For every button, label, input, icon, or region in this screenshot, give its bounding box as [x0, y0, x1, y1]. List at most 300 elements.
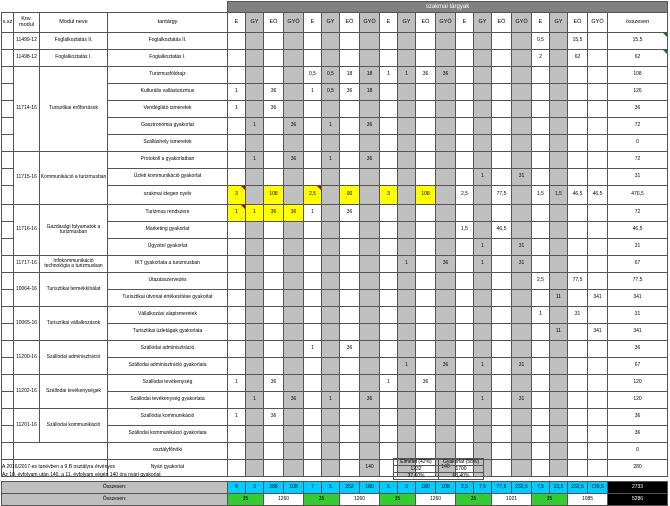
hour-cell — [398, 169, 416, 186]
hour-cell: 18 — [340, 67, 360, 84]
row-total: 0 — [608, 135, 668, 152]
sum-cell: 180 — [360, 482, 380, 494]
sum-cell: 3 — [398, 482, 416, 494]
hour-cell — [532, 84, 550, 101]
hour-cell — [416, 135, 436, 152]
row-sz — [2, 375, 14, 392]
sum-label: Összesen: — [2, 494, 228, 506]
hour-cell — [512, 84, 532, 101]
hour-cell — [284, 358, 304, 375]
hour-cell: 36 — [436, 67, 456, 84]
subject-name: Szállodai kommunikáció — [108, 409, 228, 426]
hour-cell — [264, 67, 284, 84]
hour-cell — [568, 392, 588, 409]
hour-cell — [360, 324, 380, 341]
hour-cell — [228, 443, 246, 460]
header-col: EÖ — [264, 13, 284, 33]
hour-cell — [436, 118, 456, 135]
hour-cell — [304, 101, 322, 118]
subject-name: IKT gyakorlata a turizmusban — [108, 256, 228, 273]
hour-cell: 1 — [228, 375, 246, 392]
hour-cell — [456, 341, 474, 358]
row-sz — [2, 443, 14, 460]
hour-cell — [322, 324, 340, 341]
row-sz — [2, 152, 14, 169]
hour-cell — [284, 307, 304, 324]
hour-cell — [264, 290, 284, 307]
hour-cell — [550, 152, 568, 169]
notes — [2, 463, 161, 479]
row-sz — [2, 135, 14, 152]
header-col: EÖ — [568, 13, 588, 33]
row-total: 36 — [608, 341, 668, 358]
hour-cell — [340, 324, 360, 341]
hour-cell — [436, 324, 456, 341]
subject-name: Szállodai tevékenység gyakorlata — [108, 392, 228, 409]
hour-cell: 1 — [474, 358, 492, 375]
hour-cell — [436, 50, 456, 67]
hour-cell — [284, 460, 304, 477]
module-empty — [14, 443, 108, 460]
hour-cell — [360, 290, 380, 307]
hour-cell — [398, 152, 416, 169]
hour-cell: 0,5 — [304, 67, 322, 84]
hour-cell — [380, 152, 398, 169]
hour-cell — [340, 409, 360, 426]
hour-cell — [246, 426, 264, 443]
hour-cell — [416, 84, 436, 101]
hour-cell — [264, 33, 284, 50]
hour-cell — [436, 135, 456, 152]
practice-percent: 63,40% — [439, 473, 484, 480]
hour-cell — [228, 341, 246, 358]
hour-cell — [304, 324, 322, 341]
hour-cell — [360, 273, 380, 290]
row-total: 0 — [608, 443, 668, 460]
subject-name: Vállalkozási alapismeretek — [108, 307, 228, 324]
hour-cell — [264, 239, 284, 256]
theory-percent: 37,60% — [394, 473, 439, 480]
hour-cell — [474, 409, 492, 426]
hour-cell — [380, 256, 398, 273]
hour-cell — [304, 375, 322, 392]
hour-cell — [360, 426, 380, 443]
hour-cell — [416, 307, 436, 324]
subject-name: Nyári gyakorlat — [108, 460, 228, 477]
hour-cell — [492, 84, 512, 101]
header-col: GYÖ — [588, 13, 608, 33]
hour-cell — [568, 169, 588, 186]
hour-cell — [360, 341, 380, 358]
hour-cell — [456, 84, 474, 101]
subject-name: Foglalkoztatás I. — [108, 50, 228, 67]
hour-cell — [264, 324, 284, 341]
hour-cell — [568, 256, 588, 273]
hour-cell — [398, 409, 416, 426]
hour-cell — [340, 392, 360, 409]
hour-cell — [588, 118, 608, 135]
hour-cell — [304, 239, 322, 256]
hour-cell — [492, 135, 512, 152]
hour-cell — [322, 460, 340, 477]
hour-cell — [532, 324, 550, 341]
hour-cell — [512, 152, 532, 169]
hour-cell — [456, 443, 474, 460]
hour-cell — [474, 67, 492, 84]
row-total: 280 — [608, 460, 668, 477]
hour-cell: 11 — [550, 290, 568, 307]
hour-cell: 1 — [398, 256, 416, 273]
hour-cell — [436, 84, 456, 101]
hour-cell — [492, 443, 512, 460]
sum-cell: 2,5 — [456, 482, 474, 494]
hour-cell: 36 — [340, 341, 360, 358]
hour-cell — [416, 118, 436, 135]
hour-cell — [550, 426, 568, 443]
hour-cell — [492, 169, 512, 186]
hour-cell — [416, 426, 436, 443]
hour-cell: 0,5 — [322, 84, 340, 101]
hour-cell — [340, 460, 360, 477]
hour-cell — [380, 358, 398, 375]
hour-cell — [588, 409, 608, 426]
hour-cell — [532, 256, 550, 273]
row-total: 126 — [608, 84, 668, 101]
hour-cell — [284, 33, 304, 50]
sum-cell: 1260 — [264, 494, 304, 506]
header-col: E — [456, 13, 474, 33]
row-total: 31 — [608, 239, 668, 256]
hour-cell — [550, 460, 568, 477]
sum-cell: 1021 — [492, 494, 532, 506]
subject-name: Szállodai tevékenység — [108, 375, 228, 392]
hour-cell — [398, 84, 416, 101]
hour-cell — [380, 239, 398, 256]
hour-cell: 36 — [416, 375, 436, 392]
hour-cell: 36 — [264, 84, 284, 101]
subject-name: Gasztronómia gyakorlat — [108, 118, 228, 135]
hour-cell — [264, 135, 284, 152]
header-col: GYÖ — [512, 13, 532, 33]
hour-cell — [532, 409, 550, 426]
hour-cell — [304, 169, 322, 186]
hour-cell — [474, 84, 492, 101]
hour-cell — [474, 324, 492, 341]
hour-cell — [512, 186, 532, 205]
module-code: 11716-16 — [14, 205, 40, 256]
hour-cell — [550, 205, 568, 222]
hour-cell — [264, 118, 284, 135]
hour-cell — [322, 375, 340, 392]
row-total: 31 — [608, 169, 668, 186]
hour-cell — [228, 426, 246, 443]
hour-cell — [304, 273, 322, 290]
hour-cell: 1 — [474, 239, 492, 256]
hour-cell — [228, 392, 246, 409]
header-total: összesen — [608, 13, 668, 33]
table-row — [2, 341, 668, 358]
hour-cell: 2,5 — [532, 273, 550, 290]
hour-cell — [436, 426, 456, 443]
hour-cell — [456, 118, 474, 135]
hour-cell — [322, 169, 340, 186]
module-name: Foglalkoztatás II. — [40, 33, 108, 50]
hour-cell — [568, 460, 588, 477]
sum-cell: 8 — [228, 482, 246, 494]
hour-cell — [436, 409, 456, 426]
hour-cell — [550, 33, 568, 50]
hour-cell — [322, 426, 340, 443]
hour-cell — [304, 409, 322, 426]
sum-cell: 232,5 — [512, 482, 532, 494]
hour-cell: 1 — [322, 152, 340, 169]
hour-cell — [456, 324, 474, 341]
subject-name: Ügyvitel gyakorlat — [108, 239, 228, 256]
hour-cell — [436, 169, 456, 186]
hour-cell — [532, 101, 550, 118]
hour-cell — [284, 443, 304, 460]
hour-cell — [246, 239, 264, 256]
hour-cell — [512, 101, 532, 118]
hour-cell — [416, 101, 436, 118]
hour-cell — [322, 239, 340, 256]
hour-cell — [588, 392, 608, 409]
hour-cell — [264, 273, 284, 290]
hour-cell — [228, 169, 246, 186]
row-total: 77,5 — [608, 273, 668, 290]
hour-cell — [492, 307, 512, 324]
hour-cell: 31 — [512, 169, 532, 186]
header-col: GY — [322, 13, 340, 33]
hour-cell — [380, 290, 398, 307]
module-code: 11499-12 — [14, 33, 40, 50]
hour-cell — [264, 358, 284, 375]
hour-cell — [322, 205, 340, 222]
hour-cell — [304, 135, 322, 152]
row-total: 46,5 — [608, 222, 668, 239]
sum-cell: 108 — [436, 482, 456, 494]
row-sz — [2, 358, 14, 375]
hour-cell — [512, 205, 532, 222]
row-sz — [2, 256, 14, 273]
subject-name: Utazásszervezés — [108, 273, 228, 290]
note-2: Az 10. évfolyam után 140, a 11. évfolyam végén 140 óra nyári gyakorlat — [2, 472, 161, 478]
hour-cell — [550, 222, 568, 239]
hour-cell — [304, 358, 322, 375]
hour-cell — [532, 222, 550, 239]
hour-cell — [588, 307, 608, 324]
hour-cell — [550, 341, 568, 358]
hour-cell — [416, 392, 436, 409]
hour-cell — [532, 152, 550, 169]
hour-cell — [568, 341, 588, 358]
hour-cell — [304, 152, 322, 169]
hour-cell: 1,5 — [456, 222, 474, 239]
hour-cell — [416, 152, 436, 169]
hour-cell: 1 — [246, 392, 264, 409]
hour-cell — [360, 239, 380, 256]
hour-cell: 36 — [360, 152, 380, 169]
hour-cell — [304, 118, 322, 135]
hour-cell — [512, 443, 532, 460]
hour-cell — [512, 324, 532, 341]
hour-cell — [416, 239, 436, 256]
module-code: 11717-16 — [14, 256, 40, 273]
hour-cell — [322, 358, 340, 375]
hour-cell — [322, 409, 340, 426]
hour-cell: 36 — [284, 118, 304, 135]
hour-cell: 36 — [360, 118, 380, 135]
hour-cell — [264, 169, 284, 186]
hour-cell — [264, 256, 284, 273]
hour-cell: 36 — [340, 205, 360, 222]
hour-cell: 46,5 — [588, 186, 608, 205]
sum-cell: 728,5 — [588, 482, 608, 494]
hour-cell — [474, 101, 492, 118]
subject-name: Kulturális vallásturizmus — [108, 84, 228, 101]
hour-cell — [588, 273, 608, 290]
hour-cell: 36 — [436, 256, 456, 273]
hour-cell — [340, 307, 360, 324]
hour-cell — [568, 409, 588, 426]
row-total: 341 — [608, 290, 668, 307]
hour-cell — [246, 273, 264, 290]
hour-cell — [436, 443, 456, 460]
hour-cell — [512, 118, 532, 135]
hour-cell — [304, 426, 322, 443]
sum-cell: 1085 — [568, 494, 608, 506]
hour-cell — [340, 375, 360, 392]
hour-cell — [456, 239, 474, 256]
subject-name: Turisztikai üzletágak gyakorlata — [108, 324, 228, 341]
header-col: GYÖ — [360, 13, 380, 33]
hour-cell — [550, 409, 568, 426]
hour-cell — [304, 392, 322, 409]
hour-cell — [588, 256, 608, 273]
subject-name: Szállodai adminisztráció gyakorlata — [108, 358, 228, 375]
row-sz — [2, 50, 14, 67]
hour-cell — [340, 426, 360, 443]
table-row — [2, 50, 668, 67]
hour-cell — [568, 84, 588, 101]
row-sz — [2, 392, 14, 409]
hour-cell — [398, 307, 416, 324]
hour-cell — [228, 135, 246, 152]
hour-cell — [380, 443, 398, 460]
hour-cell — [512, 307, 532, 324]
row-sz — [2, 324, 14, 341]
hour-cell — [416, 222, 436, 239]
hour-cell: 1 — [322, 392, 340, 409]
hour-cell — [416, 256, 436, 273]
subject-name: Marketing gyakorlat — [108, 222, 228, 239]
hour-cell — [456, 205, 474, 222]
hour-cell: 36 — [360, 392, 380, 409]
hour-cell — [380, 205, 398, 222]
hour-cell — [304, 290, 322, 307]
header-col: E — [304, 13, 322, 33]
note-1: A 2016/2017-es tanévben a 9.B osztályra érvényes — [2, 464, 116, 470]
hour-cell — [492, 273, 512, 290]
hour-cell — [568, 222, 588, 239]
hour-cell — [588, 443, 608, 460]
module-name: Turisztikai erőforrások — [40, 67, 108, 152]
hour-cell — [474, 33, 492, 50]
theory-hours: 1232 — [394, 466, 439, 473]
hour-cell — [474, 426, 492, 443]
hour-cell — [416, 273, 436, 290]
hour-cell — [398, 186, 416, 205]
header-kov-modul: Kov. modul — [14, 13, 40, 33]
hour-cell — [380, 341, 398, 358]
hour-cell — [228, 290, 246, 307]
hour-cell — [550, 239, 568, 256]
subject-name: Szállodai kommunikáció gyakorlata — [108, 426, 228, 443]
hour-cell — [322, 443, 340, 460]
hour-cell — [436, 239, 456, 256]
sum-cell: 7 — [304, 482, 322, 494]
hour-cell — [474, 135, 492, 152]
hour-cell: 1 — [474, 169, 492, 186]
hour-cell — [436, 33, 456, 50]
hour-cell — [304, 50, 322, 67]
hour-cell — [322, 341, 340, 358]
row-total: 341 — [608, 324, 668, 341]
hour-cell — [360, 307, 380, 324]
row-sz — [2, 205, 14, 222]
row-sz — [2, 84, 14, 101]
subject-name: Turizmus rendszere — [108, 205, 228, 222]
hour-cell — [322, 101, 340, 118]
hour-cell — [246, 324, 264, 341]
hour-cell — [568, 443, 588, 460]
hour-cell — [492, 101, 512, 118]
hour-cell — [492, 50, 512, 67]
hour-cell — [492, 375, 512, 392]
hour-cell — [550, 443, 568, 460]
hour-cell — [340, 169, 360, 186]
hour-cell — [360, 205, 380, 222]
hour-cell — [228, 67, 246, 84]
hour-cell — [322, 290, 340, 307]
hour-cell — [360, 101, 380, 118]
hour-cell — [550, 375, 568, 392]
hour-cell — [456, 409, 474, 426]
hour-cell — [512, 222, 532, 239]
hour-cell — [322, 273, 340, 290]
hour-cell — [284, 256, 304, 273]
hour-cell — [588, 101, 608, 118]
hour-cell — [264, 443, 284, 460]
hour-cell: 1 — [398, 358, 416, 375]
subject-name: Szállodai adminisztráció — [108, 341, 228, 358]
hour-cell — [398, 50, 416, 67]
hour-cell — [416, 290, 436, 307]
hour-cell — [532, 358, 550, 375]
hour-cell: 11 — [550, 324, 568, 341]
row-sz — [2, 426, 14, 443]
hour-cell — [492, 152, 512, 169]
table-row — [2, 273, 668, 290]
hour-cell — [588, 50, 608, 67]
hour-cell — [228, 33, 246, 50]
hour-cell — [322, 222, 340, 239]
hour-cell — [284, 290, 304, 307]
hour-cell — [398, 375, 416, 392]
module-name: Turisztikai vállalkozások — [40, 307, 108, 341]
hour-cell — [532, 443, 550, 460]
hour-cell — [568, 205, 588, 222]
